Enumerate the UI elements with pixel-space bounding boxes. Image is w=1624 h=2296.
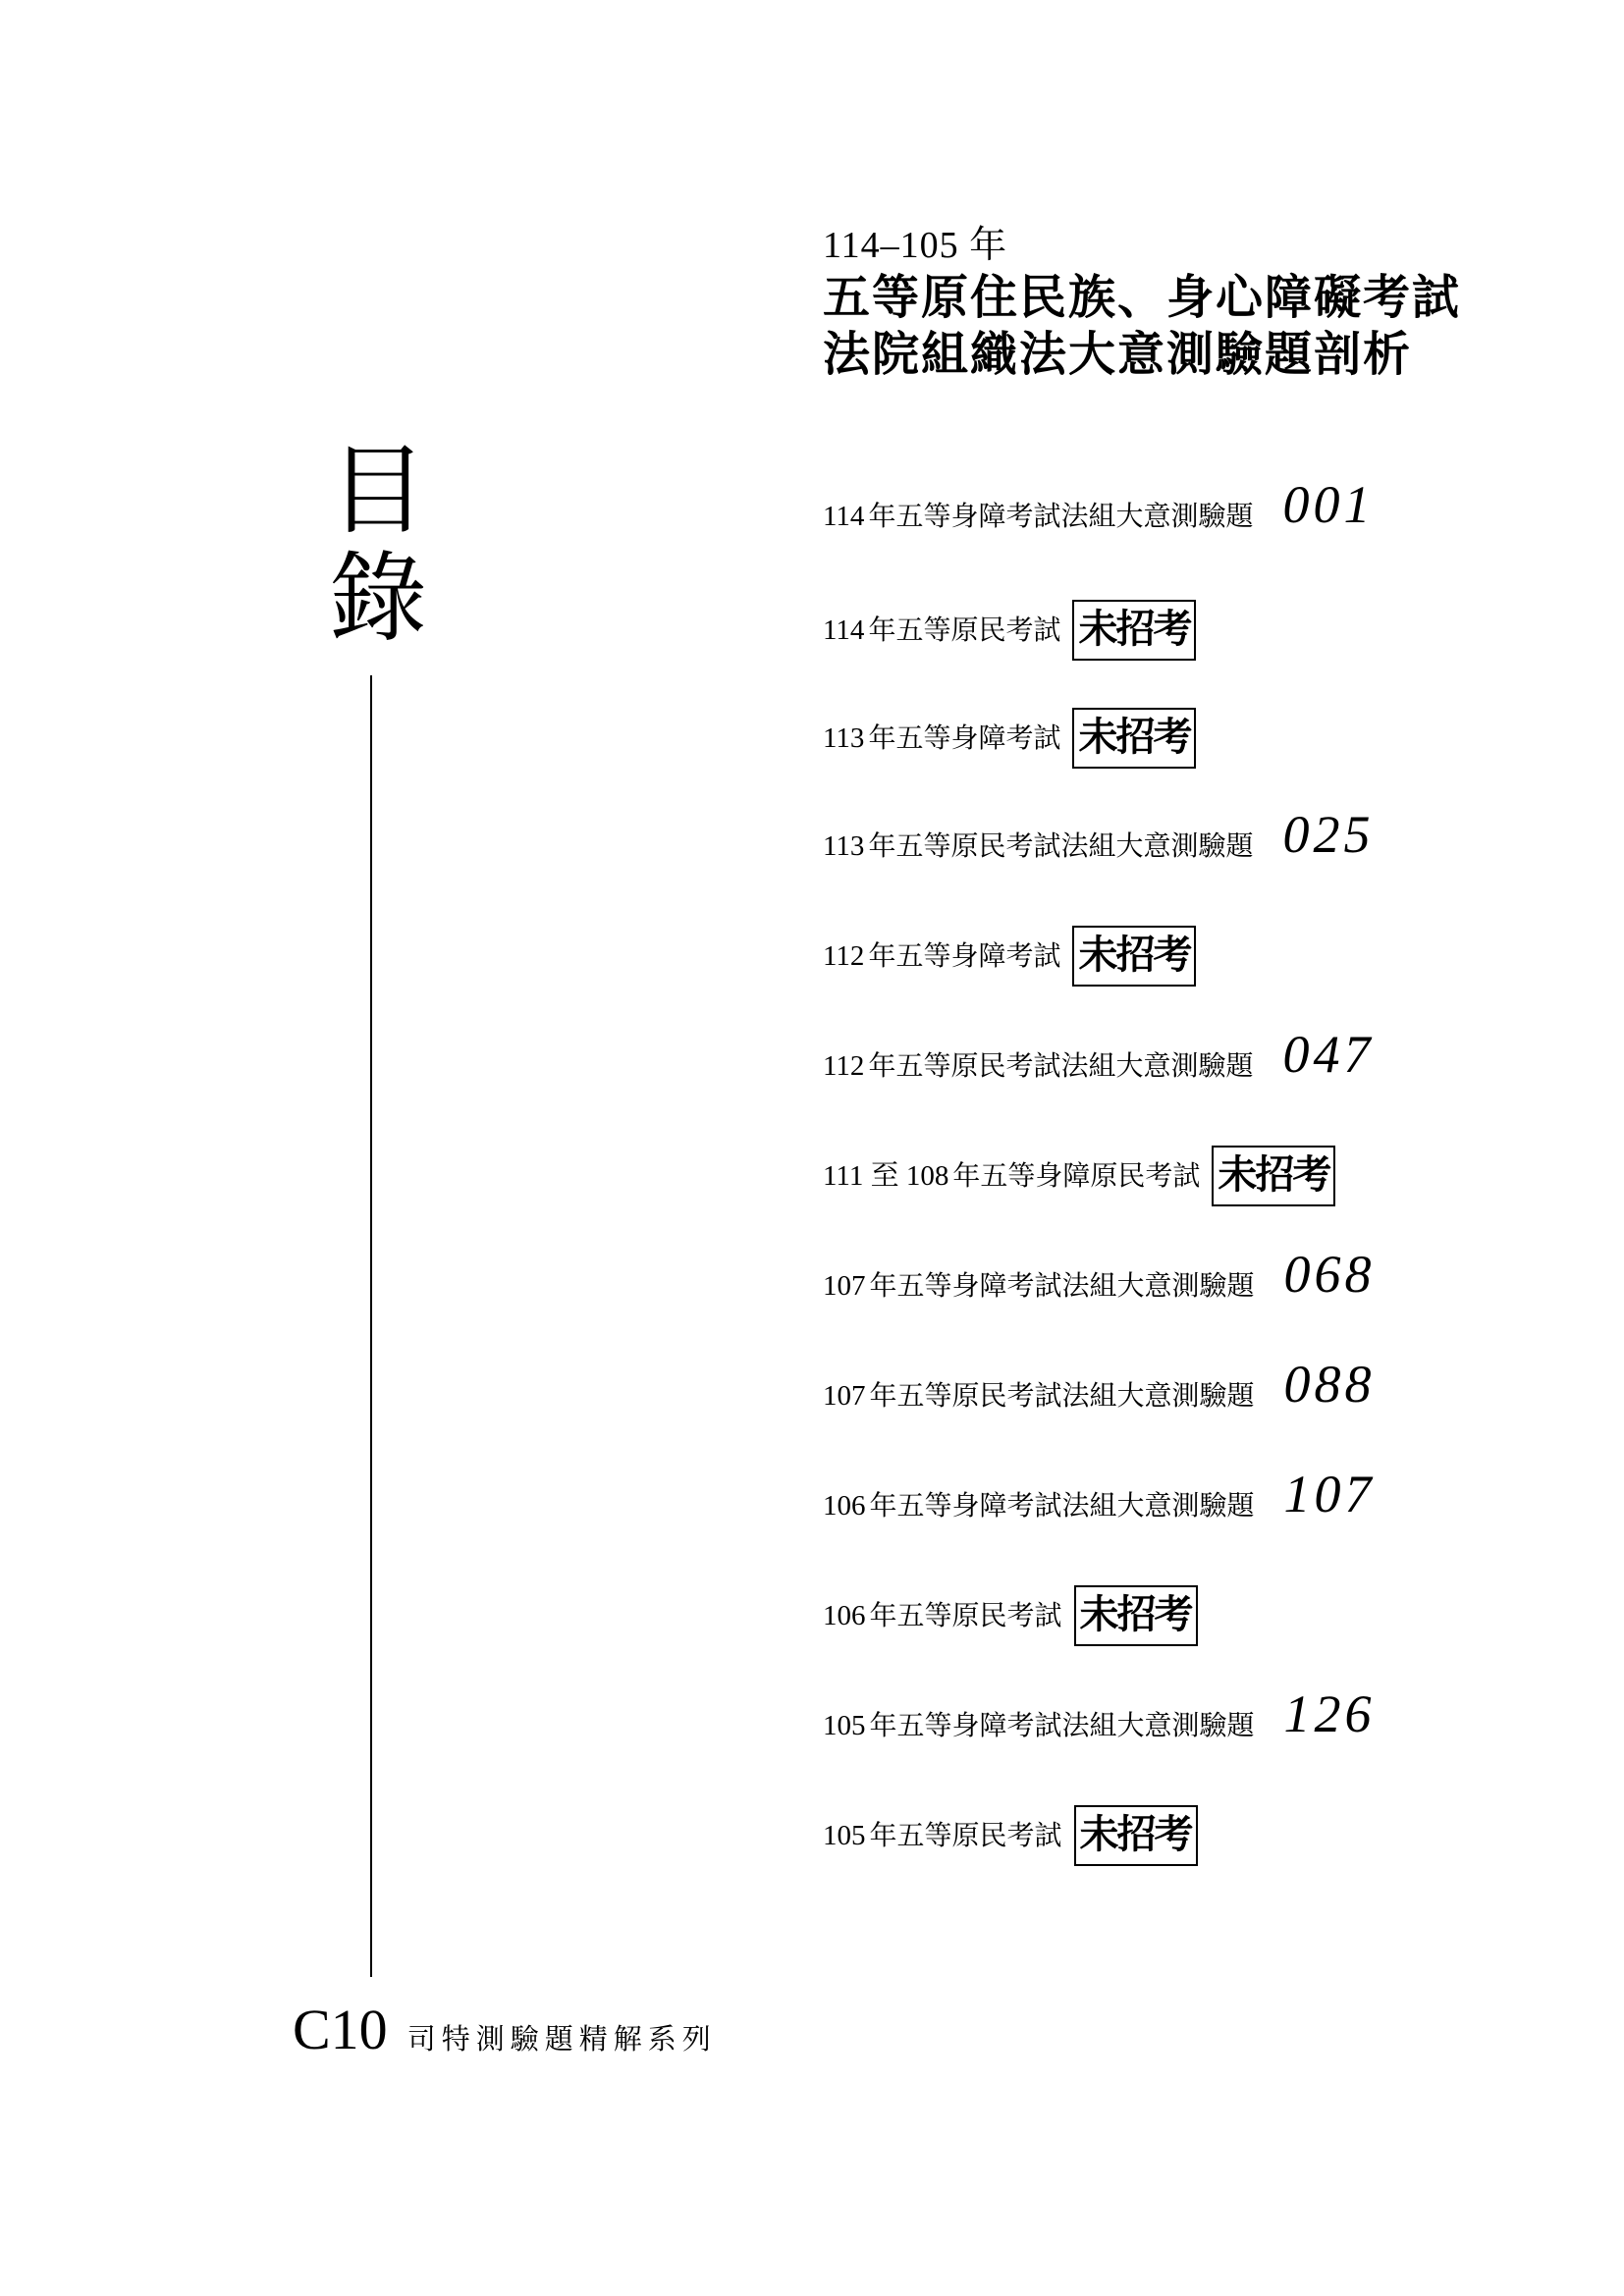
toc-item-page: 107 [1283,1465,1376,1523]
toc-item-title: 年五等身障考試 [868,721,1061,754]
vertical-divider [370,675,372,1977]
toc-item-title: 年五等身障考試法組大意測驗題 [869,1489,1255,1522]
toc-item-title: 年五等身障考試法組大意測驗題 [869,1709,1255,1741]
toc-item-year: 105 [823,1710,866,1741]
toc-item[interactable] [823,1245,1376,1315]
not-held-badge: 未招考 [1074,1585,1198,1646]
toc-item-label [823,1256,1255,1315]
toc-item-label [823,601,1060,660]
toc-item[interactable] [823,1355,1376,1425]
toc-item-title: 年五等身障考試法組大意測驗題 [868,500,1254,532]
toc-item-year: 114 [823,501,865,532]
toc-item-page: 088 [1283,1355,1376,1414]
toc-item[interactable] [823,601,1196,660]
toc-item-year: 107 [823,1270,866,1302]
toc-item-label [823,1806,1062,1865]
toc-item-page: 047 [1282,1025,1375,1084]
toc-item[interactable] [823,1586,1198,1645]
series-code: C10 [293,1998,388,2061]
series-name: 司特測驗題精解系列 [406,2022,717,2056]
toc-item-year: 114 [823,614,865,646]
book-title-line-2: 法院組織法大意測驗題剖析 [823,327,1413,382]
toc-item-year: 111 至 108 [823,1160,949,1192]
toc-item-page: 068 [1283,1245,1376,1304]
toc-item-label [823,709,1060,768]
toc-item-year: 112 [823,1050,865,1082]
toc-item-title: 年五等身障考試 [868,939,1061,972]
toc-item-year: 105 [823,1820,866,1851]
toc-item-year: 113 [823,830,865,862]
toc-item-label [823,1366,1255,1425]
toc-item-title: 年五等原民考試法組大意測驗題 [868,1049,1254,1082]
not-held-badge: 未招考 [1072,600,1196,661]
toc-item-label [823,1586,1062,1645]
toc-item-label [823,1476,1255,1535]
toc-item[interactable] [823,1025,1375,1095]
toc-item-title: 年五等原民考試 [869,1819,1062,1851]
toc-heading-char-2: 錄 [329,541,427,656]
toc-item[interactable] [823,805,1375,876]
year-range: 114–105 年 [823,225,1008,266]
toc-item[interactable] [823,1147,1335,1205]
toc-list [823,0,1569,2296]
toc-item-title: 年五等原民考試法組大意測驗題 [869,1379,1255,1412]
book-title-line-1: 五等原住民族、身心障礙考試 [823,270,1462,325]
toc-item-page: 025 [1282,805,1375,864]
toc-item-label [823,1147,1200,1205]
toc-item-title: 年五等原民考試法組大意測驗題 [868,829,1254,862]
toc-item-year: 106 [823,1490,866,1522]
toc-item-label [823,487,1253,546]
toc-item[interactable] [823,709,1196,768]
toc-item-label [823,927,1060,986]
toc-item-page: 126 [1283,1684,1376,1743]
not-held-badge: 未招考 [1072,708,1196,769]
toc-item-page: 001 [1282,475,1375,534]
toc-heading [324,433,432,656]
toc-item[interactable] [823,1684,1376,1755]
toc-heading-char-1: 目 [329,433,427,548]
toc-item-title: 年五等身障原民考試 [952,1159,1201,1192]
toc-item-year: 112 [823,940,865,972]
toc-item-year: 113 [823,722,865,754]
toc-item[interactable] [823,927,1196,986]
not-held-badge: 未招考 [1074,1805,1198,1866]
toc-item-title: 年五等原民考試 [868,614,1061,646]
not-held-badge: 未招考 [1212,1146,1335,1206]
toc-item-label [823,1696,1255,1755]
toc-item[interactable] [823,1806,1198,1865]
toc-item-title: 年五等原民考試 [869,1599,1062,1631]
toc-item-title: 年五等身障考試法組大意測驗題 [869,1269,1255,1302]
toc-item[interactable] [823,1465,1376,1535]
toc-item-year: 106 [823,1600,866,1631]
toc-item-year: 107 [823,1380,866,1412]
toc-item-label [823,817,1253,876]
toc-item[interactable] [823,475,1375,546]
toc-item-label [823,1037,1253,1095]
series-footer [293,1999,717,2061]
not-held-badge: 未招考 [1072,926,1196,987]
